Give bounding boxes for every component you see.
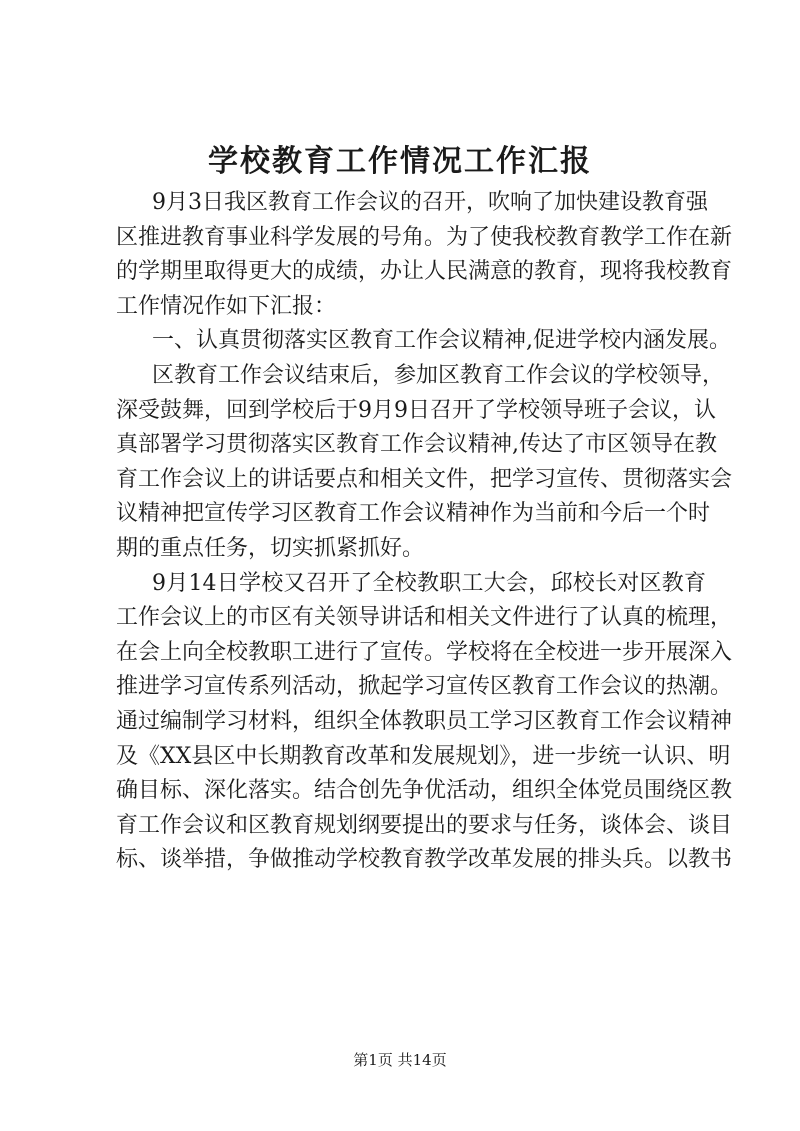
page-footer: 第1页 共14页 bbox=[353, 1051, 447, 1069]
text-line: 一、认真贯彻落实区教育工作会议精神,促进学校内涵发展。 bbox=[152, 328, 731, 354]
text-line: 育工作会议和区教育规划纲要提出的要求与任务，谈体会、谈目 bbox=[116, 812, 733, 838]
document-body bbox=[116, 186, 733, 878]
text-line: 及《XX县区中长期教育改革和发展规划》，进一步统一认识、明 bbox=[116, 743, 731, 769]
text-line: 议精神把宣传学习区教育工作会议精神作为当前和今后一个时 bbox=[116, 501, 711, 527]
document-title: 学校教育工作情况工作汇报 bbox=[208, 144, 592, 179]
text-line: 通过编制学习材料，组织全体教职员工学习区教育工作会议精神 bbox=[116, 708, 733, 734]
text-line: 标、谈举措，争做推动学校教育教学改革发展的排头兵。以教书 bbox=[116, 847, 733, 873]
text-line: 深受鼓舞，回到学校后于9月9日召开了学校领导班子会议，认 bbox=[116, 397, 716, 423]
text-line: 推进学习宣传系列活动，掀起学习宣传区教育工作会议的热潮。 bbox=[116, 674, 733, 700]
text-line: 在会上向全校教职工进行了宣传。学校将在全校进一步开展深入 bbox=[116, 639, 733, 665]
text-line: 真部署学习贯彻落实区教育工作会议精神,传达了市区领导在教 bbox=[116, 432, 717, 458]
text-line: 工作情况作如下汇报： bbox=[116, 293, 337, 319]
text-line: 期的重点任务，切实抓紧抓好。 bbox=[116, 535, 425, 561]
text-line: 工作会议上的市区有关领导讲话和相关文件进行了认真的梳理， bbox=[116, 605, 733, 631]
text-line: 育工作会议上的讲话要点和相关文件，把学习宣传、贯彻落实会 bbox=[116, 466, 733, 492]
text-line: 区推进教育事业科学发展的号角。为了使我校教育教学工作在新 bbox=[116, 224, 733, 250]
text-line: 区教育工作会议结束后，参加区教育工作会议的学校领导， bbox=[152, 362, 725, 388]
text-line: 确目标、深化落实。结合创先争优活动，组织全体党员围绕区教 bbox=[116, 778, 733, 804]
text-line: 9月3日我区教育工作会议的召开，吹响了加快建设教育强 bbox=[152, 190, 708, 215]
text-line: 的学期里取得更大的成绩，办让人民满意的教育，现将我校教育 bbox=[116, 259, 733, 285]
text-line: 9月14日学校又召开了全校教职工大会，邱校长对区教育 bbox=[152, 570, 706, 596]
